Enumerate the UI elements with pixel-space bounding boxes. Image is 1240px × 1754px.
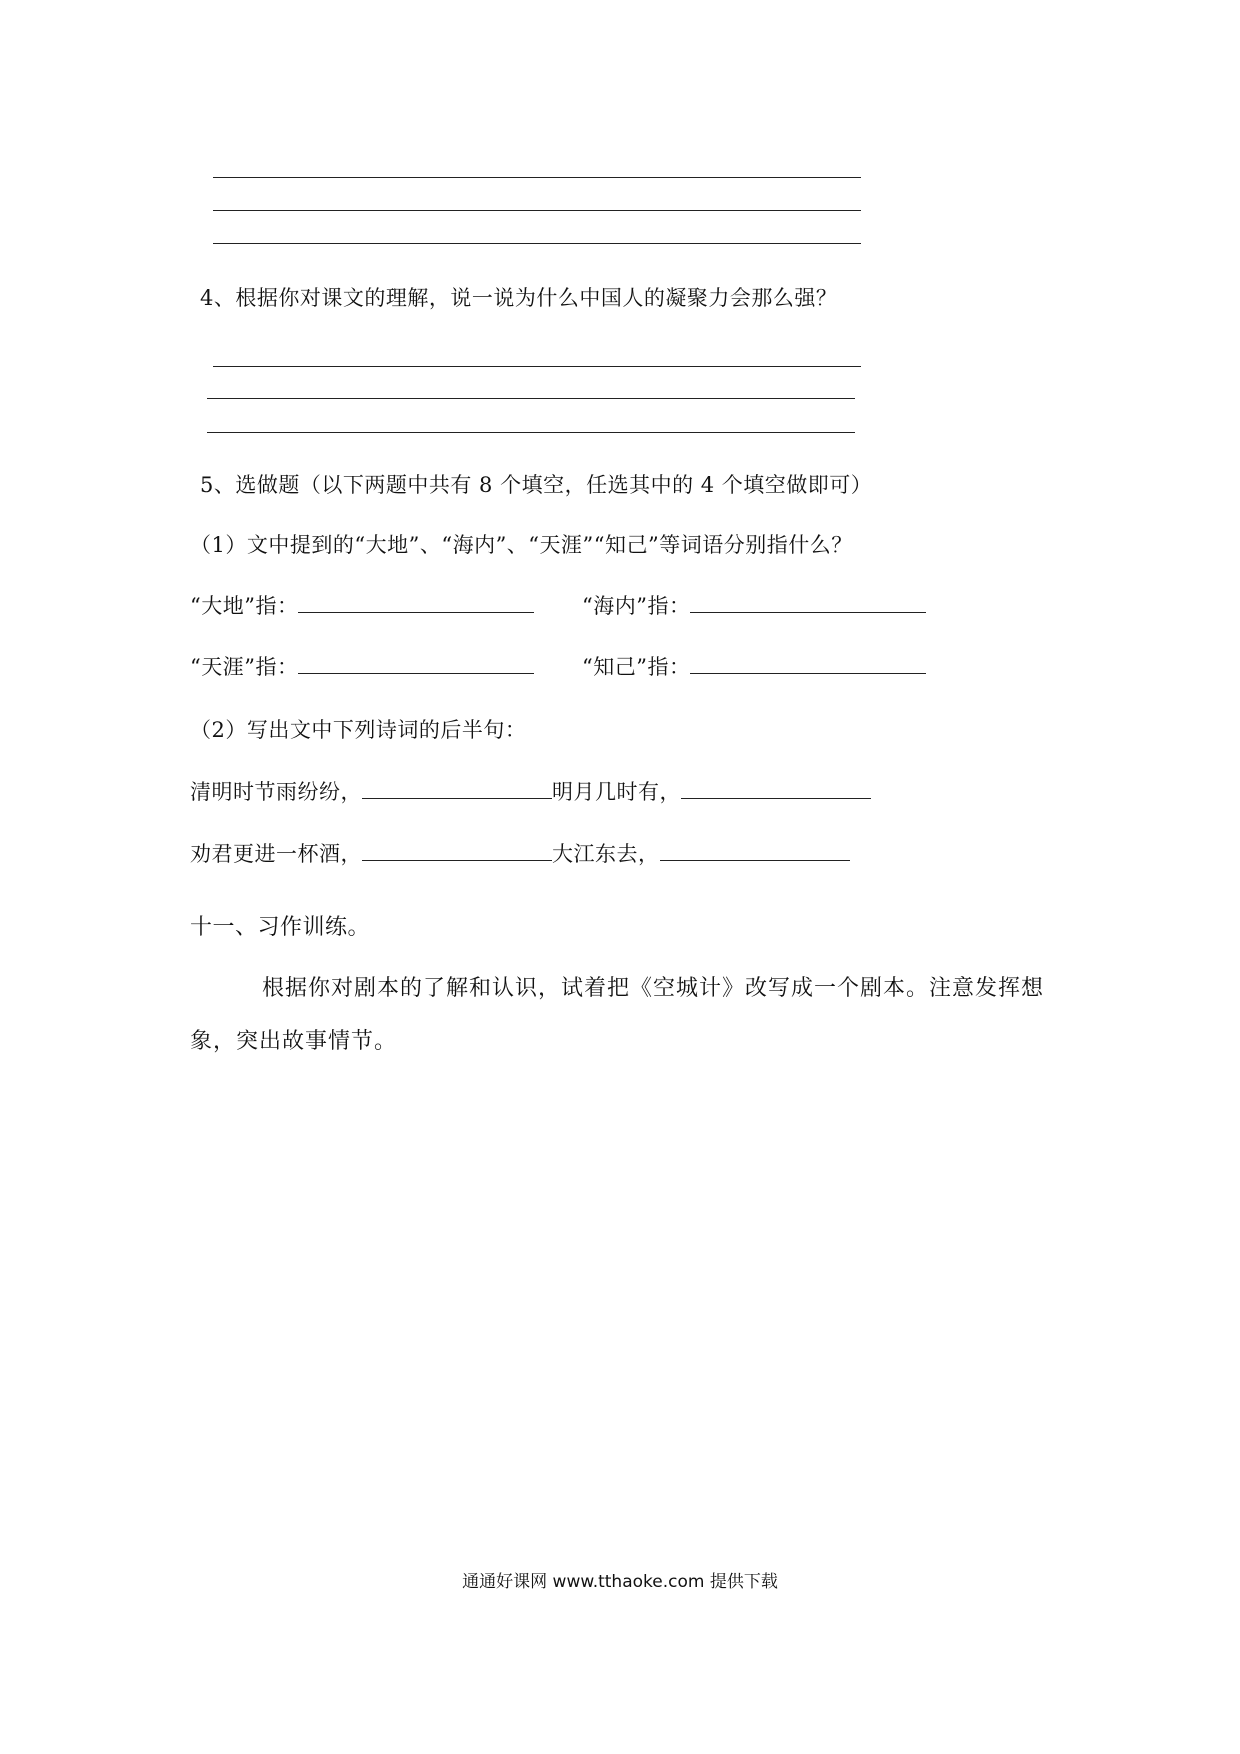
fill-item (190, 592, 534, 620)
fill-blank[interactable] (690, 653, 926, 674)
page-footer: 通通好课网 www.tthaoke.com 提供下载 (462, 1572, 778, 1592)
poem-line: 明月几时有， (552, 780, 681, 804)
poem-item (190, 778, 871, 806)
fill-label: “天涯”指： (190, 655, 299, 679)
question-5-part2-title: （2）写出文中下列诗词的后半句： (190, 718, 527, 742)
question-5-part1-title: （1）文中提到的“大地”、“海内”、“天涯”“知己”等词语分别指什么？ (190, 533, 853, 557)
answer-line[interactable] (213, 366, 861, 367)
fill-blank[interactable] (690, 592, 926, 613)
poem-blank[interactable] (660, 840, 850, 861)
answer-line[interactable] (213, 177, 861, 178)
answer-line[interactable] (213, 243, 861, 244)
fill-label: “大地”指： (190, 594, 299, 618)
poem-line: 清明时节雨纷纷， (190, 780, 362, 804)
question-4: 4、根据你对课文的理解，说一说为什么中国人的凝聚力会那么强？ (200, 286, 838, 310)
poem-blank[interactable] (681, 778, 871, 799)
poem-line: 大江东去， (552, 842, 660, 866)
answer-line[interactable] (213, 210, 861, 211)
answer-line[interactable] (207, 398, 855, 399)
fill-item (190, 653, 534, 681)
answer-line[interactable] (207, 432, 855, 433)
fill-blank[interactable] (298, 592, 534, 613)
section-11-body: 根据你对剧本的了解和认识，试着把《空城计》改写成一个剧本。注意发挥想象，突出故事情节。 (190, 976, 1045, 1054)
poem-line: 劝君更进一杯酒， (190, 842, 362, 866)
fill-item (582, 653, 926, 681)
fill-label: “知己”指： (582, 655, 691, 679)
poem-blank[interactable] (362, 840, 552, 861)
section-11-title: 十一、习作训练。 (190, 915, 371, 940)
fill-label: “海内”指： (582, 594, 691, 618)
fill-blank[interactable] (298, 653, 534, 674)
poem-item (190, 840, 850, 868)
question-5-title: 5、选做题（以下两题中共有 8 个填空，任选其中的 4 个填空做即可） (200, 473, 873, 497)
fill-item (582, 592, 926, 620)
poem-blank[interactable] (362, 778, 552, 799)
